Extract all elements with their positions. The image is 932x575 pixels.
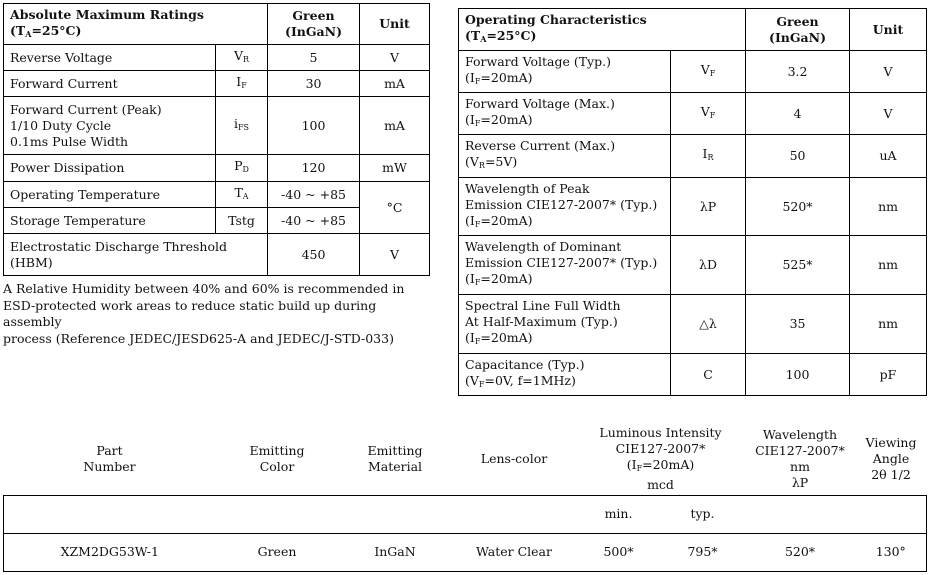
unit: nm [850, 178, 927, 236]
emitting-material: InGaN [339, 533, 452, 571]
param-label: Wavelength of Peak Emission CIE127-2007* (Typ.) $(I_F=20mA)$ [459, 178, 671, 236]
param-label: Reverse Current (Max.) $(V_R=5V)$ [459, 135, 671, 178]
symbol: $V_F$ [671, 51, 746, 93]
unit: pF [850, 354, 927, 396]
value: 120 [268, 155, 360, 182]
table-row [4, 155, 430, 182]
value: 50 [746, 135, 850, 178]
symbol: λP [671, 178, 746, 236]
esd-note: A Relative Humidity between 40% and 60% is recommended in ESD-protected work areas to reduce static build up during assembly process (Reference JEDEC/JESD625-A and JEDEC/J-STD-033) [3, 281, 405, 346]
value: 100 [746, 354, 850, 396]
table-row [459, 93, 927, 135]
oc-col-unit: Unit [850, 9, 927, 51]
oc-title-cell [459, 9, 746, 51]
param-label: Forward Current (Peak) 1/10 Duty Cycle 0.1ms Pulse Width [4, 97, 216, 155]
col-lens-color: Lens-color [480, 450, 548, 466]
value: 100 [268, 97, 360, 155]
operating-characteristics-table [458, 8, 927, 396]
symbol: λD [671, 236, 746, 295]
amr-col-green: Green (InGaN) [268, 4, 360, 45]
col-part-number: Part Number [83, 442, 136, 474]
unit: V [850, 93, 927, 135]
typ-label: typ. [661, 495, 745, 533]
intensity-typ: 795* [661, 533, 745, 571]
value: 5 [268, 45, 360, 71]
symbol: $I_R$ [671, 135, 746, 178]
param-label: Electrostatic Discharge Threshold (HBM) [4, 234, 268, 276]
param-label: Forward Current [4, 71, 216, 97]
value: 30 [268, 71, 360, 97]
param-label: Wavelength of Dominant Emission CIE127-2007* (Typ.) $(I_F=20mA)$ [459, 236, 671, 295]
part-number: XZM2DG53W-1 [4, 533, 216, 571]
table-row [4, 97, 430, 155]
table-row [459, 354, 927, 396]
col-emitting-color: Emitting Color [249, 442, 305, 474]
lens-color: Water Clear [452, 533, 577, 571]
symbol: $I_F$ [216, 71, 268, 97]
table-row [4, 45, 430, 71]
amr-title-cell [4, 4, 268, 45]
symbol: $P_D$ [216, 155, 268, 182]
param-label: Spectral Line Full Width At Half-Maximum (Typ.) $(I_F=20mA)$ [459, 295, 671, 354]
table-row [4, 182, 430, 208]
param-label: Storage Temperature [4, 208, 216, 234]
col-wavelength: Wavelength CIE127-2007* nm λP [755, 426, 845, 490]
wavelength-value: 520* [745, 533, 856, 571]
unit: mW [360, 155, 430, 182]
unit: V [360, 45, 430, 71]
product-table [3, 423, 927, 572]
unit: mA [360, 71, 430, 97]
table-row [459, 135, 927, 178]
unit: °C [360, 182, 430, 234]
col-viewing-angle: Viewing Angle 2θ 1/2 [865, 434, 917, 482]
table-row [4, 71, 430, 97]
value: 4 [746, 93, 850, 135]
oc-col-green: Green (InGaN) [746, 9, 850, 51]
col-luminous-intensity: Luminous Intensity CIE127-2007* $(I_F=20mA)$ mcd [599, 424, 722, 492]
unit: mA [360, 97, 430, 155]
table-row [459, 236, 927, 295]
viewing-angle-value: 130° [856, 533, 927, 571]
oc-condition: $(T_A=25^\circ C)$ [465, 28, 537, 44]
absolute-maximum-ratings-table [3, 3, 430, 276]
param-label: Forward Voltage (Max.) $(I_F=20mA)$ [459, 93, 671, 135]
value: -40 ~ +85 [268, 208, 360, 234]
symbol: $i_{FS}$ [216, 97, 268, 155]
amr-title: Absolute Maximum Ratings [10, 6, 204, 22]
unit: nm [850, 236, 927, 295]
symbol: $V_F$ [671, 93, 746, 135]
param-label: Power Dissipation [4, 155, 216, 182]
table-row [459, 178, 927, 236]
value: 450 [268, 234, 360, 276]
value: 520* [746, 178, 850, 236]
table-row [459, 295, 927, 354]
emitting-color: Green [216, 533, 339, 571]
unit: V [850, 51, 927, 93]
symbol: $T_A$ [216, 182, 268, 208]
unit: V [360, 234, 430, 276]
value: 525* [746, 236, 850, 295]
intensity-min: 500* [577, 533, 661, 571]
amr-condition: $(T_A=25^\circ C)$ [10, 22, 82, 39]
value: -40 ~ +85 [268, 182, 360, 208]
symbol: △λ [671, 295, 746, 354]
min-label: min. [577, 495, 661, 533]
symbol: $V_R$ [216, 45, 268, 71]
value: 3.2 [746, 51, 850, 93]
amr-col-unit: Unit [360, 4, 430, 45]
unit: nm [850, 295, 927, 354]
value: 35 [746, 295, 850, 354]
col-emitting-material: Emitting Material [367, 442, 423, 474]
table-row [4, 234, 430, 276]
table-row [4, 533, 927, 571]
oc-title: Operating Characteristics [465, 12, 647, 27]
param-label: Reverse Voltage [4, 45, 216, 71]
param-label: Capacitance (Typ.) ($V_F=0V$, f=1MHz) [459, 354, 671, 396]
sub-header-row [4, 495, 927, 533]
unit: uA [850, 135, 927, 178]
table-row [459, 51, 927, 93]
param-label: Operating Temperature [4, 182, 216, 208]
param-label: Forward Voltage (Typ.) $(I_F=20mA)$ [459, 51, 671, 93]
symbol: Tstg [216, 208, 268, 234]
symbol: C [671, 354, 746, 396]
